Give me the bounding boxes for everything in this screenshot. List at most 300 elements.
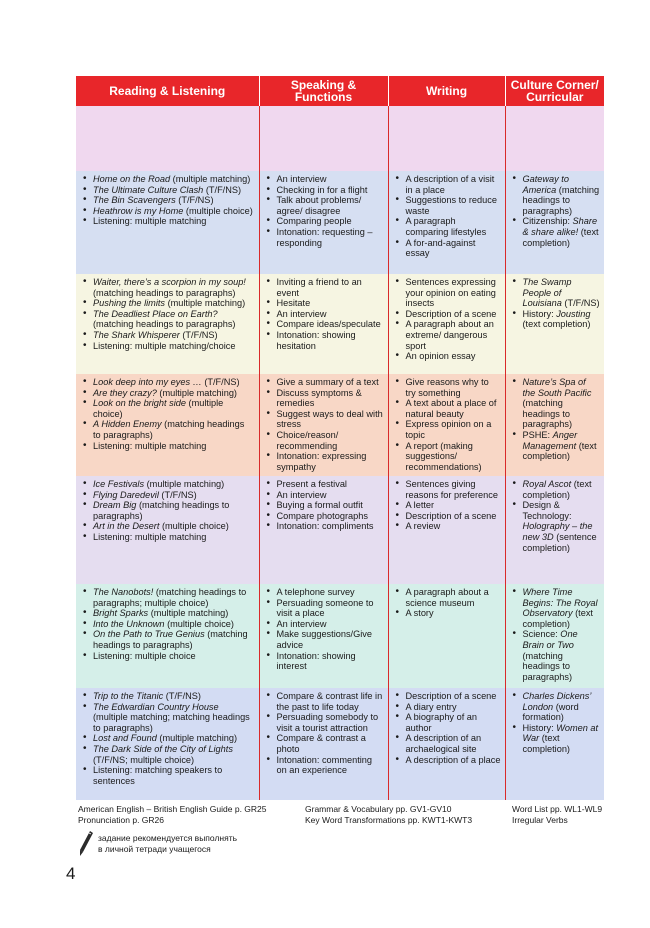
list-item xyxy=(93,691,255,702)
item-text: (matching headings to paragraphs) xyxy=(93,287,236,298)
list-item xyxy=(406,702,501,713)
list-item xyxy=(277,587,384,598)
cell-reading-listening xyxy=(76,274,259,374)
list-item xyxy=(406,351,501,362)
item-text: (T/F/NS) xyxy=(201,377,240,387)
list-item xyxy=(93,206,255,217)
list-item xyxy=(406,398,501,419)
item-title: The Ultimate Culture Clash xyxy=(93,184,204,195)
list-item xyxy=(277,521,384,532)
list-item xyxy=(93,216,255,227)
item-title: The Deadliest Place on Earth? xyxy=(93,308,218,319)
list-item xyxy=(523,430,601,462)
item-title: The Edwardian Country House xyxy=(93,701,219,712)
list-item xyxy=(277,651,384,672)
list-item xyxy=(93,765,255,786)
item-text: A description of a place xyxy=(405,754,501,765)
cell-speaking-functions xyxy=(259,476,388,584)
item-text: Persuading somebody to visit a tourist attraction xyxy=(276,712,379,733)
blank-cell xyxy=(76,106,259,171)
list-item xyxy=(277,377,384,388)
item-text: (T/F/NS) xyxy=(163,691,201,701)
list-item xyxy=(277,479,384,490)
item-text: Inviting a friend to an event xyxy=(276,277,362,298)
item-text: Suggest ways to deal with stress xyxy=(276,408,383,430)
item-text: Intonation: expressing sympathy xyxy=(276,451,367,472)
item-text: A diary entry xyxy=(405,701,457,712)
list-item xyxy=(406,521,501,532)
cell-writing xyxy=(388,476,505,584)
item-text: A telephone survey xyxy=(276,587,355,597)
list-item xyxy=(93,608,255,619)
list-item xyxy=(93,298,255,309)
cell-speaking-functions xyxy=(259,688,388,800)
list-item xyxy=(406,419,501,440)
item-text: A paragraph about an extreme/ dangerous sport xyxy=(405,319,494,351)
list-item xyxy=(277,309,384,320)
header-culture-corner-label: Culture Corner/ Curricular xyxy=(510,78,599,104)
cell-reading-listening xyxy=(76,584,259,688)
cell-culture-corner xyxy=(505,688,604,800)
list-item xyxy=(523,723,601,755)
item-title: Share & share alike! xyxy=(522,216,598,237)
list-item xyxy=(406,691,501,702)
item-text: A review xyxy=(405,521,441,532)
list-item xyxy=(523,309,601,330)
item-title: Heathrow is my Home xyxy=(93,205,184,216)
item-text: (multiple choice) xyxy=(164,618,234,629)
list-item xyxy=(93,174,255,185)
list-item xyxy=(523,587,601,629)
cell-reading-listening xyxy=(76,476,259,584)
item-list xyxy=(82,479,255,543)
item-text: Sentences expressing your opinion on eating insects xyxy=(405,277,496,309)
list-item xyxy=(277,691,384,712)
list-item xyxy=(523,479,601,500)
item-text: Talk about problems/ agree/ disagree xyxy=(276,195,362,216)
list-item xyxy=(277,490,384,501)
item-title: One Brain or Two xyxy=(522,629,578,650)
unit-row xyxy=(76,171,604,274)
list-item xyxy=(93,744,255,765)
contents-table xyxy=(76,76,604,800)
footer-link-word-list[interactable]: Word List pp. WL1-WL9 xyxy=(512,804,603,814)
list-item xyxy=(93,490,255,501)
item-list xyxy=(266,277,384,351)
item-text: Listening: multiple matching xyxy=(93,440,207,451)
blank-cell xyxy=(388,106,505,171)
item-text: Citizenship: xyxy=(522,216,573,227)
item-title: Look on the bright side xyxy=(93,398,186,409)
item-title: Pushing the limits xyxy=(93,298,166,309)
item-text: (multiple matching) xyxy=(156,733,238,744)
list-item xyxy=(406,441,501,473)
item-text: Description of a scene xyxy=(405,691,497,701)
item-title: Look deep into my eyes … xyxy=(93,377,202,387)
item-title: Nature’s Spa of the South Pacific xyxy=(522,377,592,398)
workbook-note-line-2: в личной тетради учащегося xyxy=(98,843,211,854)
item-title: Flying Daredevil xyxy=(93,489,159,500)
item-text: (multiple matching) xyxy=(165,298,246,309)
item-text: Listening: multiple matching xyxy=(93,216,207,227)
list-item xyxy=(406,319,501,351)
item-title: Jousting xyxy=(556,308,591,319)
list-item xyxy=(277,755,384,776)
cell-speaking-functions xyxy=(259,274,388,374)
list-item xyxy=(523,500,601,553)
list-item xyxy=(406,309,501,320)
item-list xyxy=(82,277,255,351)
item-text: (multiple choice) xyxy=(159,521,229,532)
list-item xyxy=(277,409,384,430)
item-text: Listening: matching speakers to sentences xyxy=(93,765,223,786)
item-text: Design & Technology: xyxy=(522,500,572,521)
item-text: A report (making suggestions/ recommendations) xyxy=(405,440,482,472)
item-text: (multiple choice) xyxy=(183,205,253,216)
item-text: A paragraph about a science museum xyxy=(405,587,489,608)
item-text: (text completion) xyxy=(522,608,593,629)
item-text: Give a summary of a text xyxy=(276,377,379,387)
cell-writing xyxy=(388,374,505,476)
item-text: Persuading someone to visit a place xyxy=(276,597,374,619)
list-item xyxy=(277,733,384,754)
unit-row xyxy=(76,584,604,688)
item-text: A biography of an author xyxy=(405,712,478,733)
item-text: Hesitate xyxy=(276,298,311,309)
list-item xyxy=(277,430,384,451)
item-title: Anger Management xyxy=(522,429,578,451)
item-list xyxy=(395,587,501,619)
cell-culture-corner xyxy=(505,476,604,584)
list-item xyxy=(523,691,601,723)
item-list xyxy=(266,174,384,248)
list-item xyxy=(277,500,384,511)
list-item xyxy=(406,216,501,237)
item-text: PSHE: xyxy=(522,429,553,440)
list-item xyxy=(277,227,384,248)
item-text: A paragraph comparing lifestyles xyxy=(405,216,487,237)
list-item xyxy=(277,629,384,650)
item-list xyxy=(512,174,601,248)
item-text: Compare ideas/speculate xyxy=(276,319,381,330)
list-item xyxy=(406,195,501,216)
list-item xyxy=(277,330,384,351)
item-text: Express opinion on a topic xyxy=(405,419,492,440)
item-text: An opinion essay xyxy=(405,351,476,362)
item-text: (multiple matching; matching headings to paragraphs) xyxy=(93,712,250,733)
item-text: Listening: multiple choice xyxy=(93,650,196,661)
footer-col-1 xyxy=(78,804,267,825)
list-item xyxy=(523,216,601,248)
item-list xyxy=(395,174,501,259)
item-list xyxy=(395,479,501,532)
item-list xyxy=(82,377,255,451)
list-item xyxy=(277,216,384,227)
item-text: (text completion) xyxy=(522,319,591,330)
footer-link-english-guide[interactable]: American English – British English Guide p. GR25 xyxy=(78,804,267,814)
blank-cell xyxy=(259,106,388,171)
list-item xyxy=(277,195,384,216)
item-text: (T/F/NS) xyxy=(561,298,600,309)
list-item xyxy=(277,298,384,309)
header-row xyxy=(76,76,604,106)
item-text: Compare & contrast life in the past to life today xyxy=(276,691,383,712)
list-item xyxy=(406,755,501,766)
cell-speaking-functions xyxy=(259,171,388,274)
item-list xyxy=(266,377,384,472)
item-text: Description of a scene xyxy=(405,510,497,521)
workbook-note xyxy=(98,833,237,854)
item-list xyxy=(395,377,501,472)
item-text: Intonation: compliments xyxy=(276,521,374,532)
item-text: (matching headings to paragraphs) xyxy=(93,319,236,330)
item-title: On the Path to True Genius xyxy=(93,629,205,640)
footer-link-pronunciation[interactable]: Pronunciation p. GR26 xyxy=(78,814,164,825)
item-text: Checking in for a flight xyxy=(276,184,368,195)
list-item xyxy=(93,377,255,388)
item-list xyxy=(512,691,601,755)
item-text: (multiple choice) xyxy=(93,398,224,419)
list-item xyxy=(93,619,255,630)
item-text: (matching headings to paragraphs) xyxy=(522,398,573,430)
item-text: Sentences giving reasons for preference xyxy=(405,479,498,500)
cell-culture-corner xyxy=(505,584,604,688)
item-text: Comparing people xyxy=(276,216,352,227)
list-item xyxy=(93,479,255,490)
item-text: Science: xyxy=(522,629,561,640)
list-item xyxy=(523,174,601,216)
list-item xyxy=(93,388,255,399)
item-text: Choice/reason/ recommending xyxy=(276,429,339,451)
list-item xyxy=(93,195,255,206)
item-text: Give reasons why to try something xyxy=(405,377,489,398)
item-text: (text completion) xyxy=(522,479,592,500)
list-item xyxy=(406,277,501,309)
footer-col-3 xyxy=(512,804,602,825)
item-text: An interview xyxy=(276,618,327,629)
list-item xyxy=(93,702,255,734)
footer-link-key-word-transformations[interactable]: Key Word Transformations pp. KWT1-KWT3 xyxy=(305,814,473,825)
cell-culture-corner xyxy=(505,274,604,374)
item-text: Intonation: requesting – responding xyxy=(276,226,373,248)
item-title: The Nanobots! xyxy=(93,587,154,597)
list-item xyxy=(277,174,384,185)
item-text: (sentence completion) xyxy=(522,531,597,553)
list-item xyxy=(523,629,601,682)
item-text: (word formation) xyxy=(522,701,579,723)
list-item xyxy=(406,587,501,608)
blank-row xyxy=(76,106,604,171)
list-item xyxy=(277,619,384,630)
cell-writing xyxy=(388,171,505,274)
item-text: Intonation: commenting on an experience xyxy=(276,754,373,776)
item-text: History: xyxy=(522,722,557,733)
list-item xyxy=(406,479,501,500)
list-item xyxy=(406,377,501,398)
item-title: Home on the Road xyxy=(93,174,171,184)
item-text: An interview xyxy=(276,489,327,500)
list-item xyxy=(93,587,255,608)
item-text: (matching headings to paragraphs) xyxy=(522,184,600,216)
item-text: Present a festival xyxy=(276,479,347,489)
cell-writing xyxy=(388,688,505,800)
item-text: (text completion) xyxy=(522,733,570,754)
item-text: (text completion) xyxy=(522,440,597,462)
item-title: A Hidden Enemy xyxy=(93,419,162,430)
item-text: Make suggestions/Give advice xyxy=(276,629,372,650)
list-item xyxy=(406,500,501,511)
item-title: Art in the Desert xyxy=(93,521,160,532)
list-item xyxy=(93,398,255,419)
item-text: (multiple matching) xyxy=(144,479,225,489)
page-number: 4 xyxy=(66,864,76,883)
list-item xyxy=(277,319,384,330)
cell-reading-listening xyxy=(76,688,259,800)
list-item xyxy=(93,651,255,662)
item-title: Gateway to America xyxy=(522,174,569,195)
list-item xyxy=(277,511,384,522)
list-item xyxy=(277,598,384,619)
item-text: Intonation: showing interest xyxy=(276,650,356,672)
item-text: (T/F/NS) xyxy=(203,184,242,195)
item-title: The Shark Whisperer xyxy=(93,329,180,340)
item-list xyxy=(512,587,601,682)
contents-table-wrap xyxy=(76,76,604,800)
list-item xyxy=(93,330,255,341)
item-text: History: xyxy=(522,308,557,319)
item-text: A letter xyxy=(405,500,435,511)
list-item xyxy=(277,388,384,409)
list-item xyxy=(406,238,501,259)
item-title: Trip to the Titanic xyxy=(93,691,164,701)
item-text: An interview xyxy=(276,308,327,319)
item-text: (text completion) xyxy=(522,226,599,248)
cell-reading-listening xyxy=(76,171,259,274)
pen-icon xyxy=(78,830,94,858)
item-title: Dream Big xyxy=(93,500,137,511)
item-list xyxy=(395,277,501,362)
item-title: Are they crazy? xyxy=(93,387,157,398)
cell-reading-listening xyxy=(76,374,259,476)
list-item xyxy=(406,608,501,619)
item-list xyxy=(266,691,384,776)
item-text: (multiple matching) xyxy=(170,174,251,184)
list-item xyxy=(406,712,501,733)
item-text: (T/F/NS; multiple choice) xyxy=(93,754,195,765)
list-item xyxy=(93,441,255,452)
item-text: (matching headings to paragraphs) xyxy=(522,650,573,682)
item-title: Into the Unknown xyxy=(93,618,165,629)
list-item xyxy=(406,511,501,522)
list-item xyxy=(93,341,255,352)
item-text: (T/F/NS) xyxy=(175,195,214,206)
item-title: Lost and Found xyxy=(93,733,157,744)
item-list xyxy=(266,587,384,672)
item-list xyxy=(512,277,601,330)
list-item xyxy=(277,451,384,472)
footer-col-2 xyxy=(305,804,472,825)
item-title: The Dark Side of the City of Lights xyxy=(93,743,233,754)
item-text: Intonation: showing hesitation xyxy=(276,329,356,351)
unit-row xyxy=(76,374,604,476)
footer-link-grammar-vocabulary[interactable]: Grammar & Vocabulary pp. GV1-GV10 xyxy=(305,804,452,814)
list-item xyxy=(523,377,601,430)
header-speaking-functions: Speaking & Functions xyxy=(259,76,388,106)
footer-link-irregular-verbs[interactable]: Irregular Verbs xyxy=(512,814,568,825)
cell-speaking-functions xyxy=(259,584,388,688)
list-item xyxy=(406,733,501,754)
item-text: Suggestions to reduce waste xyxy=(405,195,497,216)
item-text: Description of a scene xyxy=(405,308,497,319)
list-item xyxy=(277,185,384,196)
cell-writing xyxy=(388,274,505,374)
item-text: (matching headings to paragraphs; multiple choice) xyxy=(93,587,247,608)
workbook-note-line-1: задание рекомендуется выполнять xyxy=(98,833,238,843)
item-title: Bright Sparks xyxy=(93,608,149,619)
item-list xyxy=(512,377,601,462)
list-item xyxy=(523,277,601,309)
item-text: Discuss symptoms & remedies xyxy=(276,387,362,409)
item-title: The Swamp People of Louisiana xyxy=(522,277,572,309)
item-text: A text about a place of natural beauty xyxy=(405,398,497,419)
item-list xyxy=(512,479,601,553)
item-title: Ice Festivals xyxy=(93,479,145,489)
item-list xyxy=(395,691,501,765)
blank-cell xyxy=(505,106,604,171)
item-title: Charles Dickens’ London xyxy=(522,691,591,712)
list-item xyxy=(93,733,255,744)
list-item xyxy=(93,629,255,650)
item-title: Holography – the new 3D xyxy=(522,521,593,542)
header-reading-listening: Reading & Listening xyxy=(76,76,259,106)
unit-row xyxy=(76,476,604,584)
item-text: (T/F/NS) xyxy=(179,329,218,340)
cell-speaking-functions xyxy=(259,374,388,476)
item-text: Buying a formal outfit xyxy=(276,500,363,511)
list-item xyxy=(277,277,384,298)
item-text: (multiple matching) xyxy=(156,387,237,398)
unit-row xyxy=(76,274,604,374)
item-text: (T/F/NS) xyxy=(158,489,197,500)
item-text: (multiple matching) xyxy=(148,608,229,619)
item-text: Compare & contrast a photo xyxy=(276,733,366,754)
item-text: Listening: multiple matching xyxy=(93,531,207,542)
item-title: Women at War xyxy=(522,722,599,744)
item-list xyxy=(82,174,255,227)
header-culture-corner xyxy=(505,76,604,106)
list-item xyxy=(93,185,255,196)
item-text: Listening: multiple matching/choice xyxy=(93,340,236,351)
list-item xyxy=(93,419,255,440)
item-title: Royal Ascot xyxy=(522,479,572,489)
item-text: A description of a visit in a place xyxy=(405,174,495,195)
list-item xyxy=(93,309,255,330)
list-item xyxy=(93,532,255,543)
item-title: Where Time Begins: The Royal Observatory xyxy=(522,587,598,619)
item-text: (matching headings to paragraphs) xyxy=(93,419,245,440)
item-list xyxy=(266,479,384,532)
item-title: Waiter, there’s a scorpion in my soup! xyxy=(93,277,246,287)
list-item xyxy=(277,712,384,733)
item-list xyxy=(82,587,255,661)
list-item xyxy=(93,277,255,298)
unit-row xyxy=(76,688,604,800)
item-text: (matching headings to paragraphs) xyxy=(93,629,248,650)
item-title: The Bin Scavengers xyxy=(93,195,176,206)
list-item xyxy=(93,500,255,521)
item-text: A description of an archaelogical site xyxy=(405,733,482,754)
cell-culture-corner xyxy=(505,374,604,476)
